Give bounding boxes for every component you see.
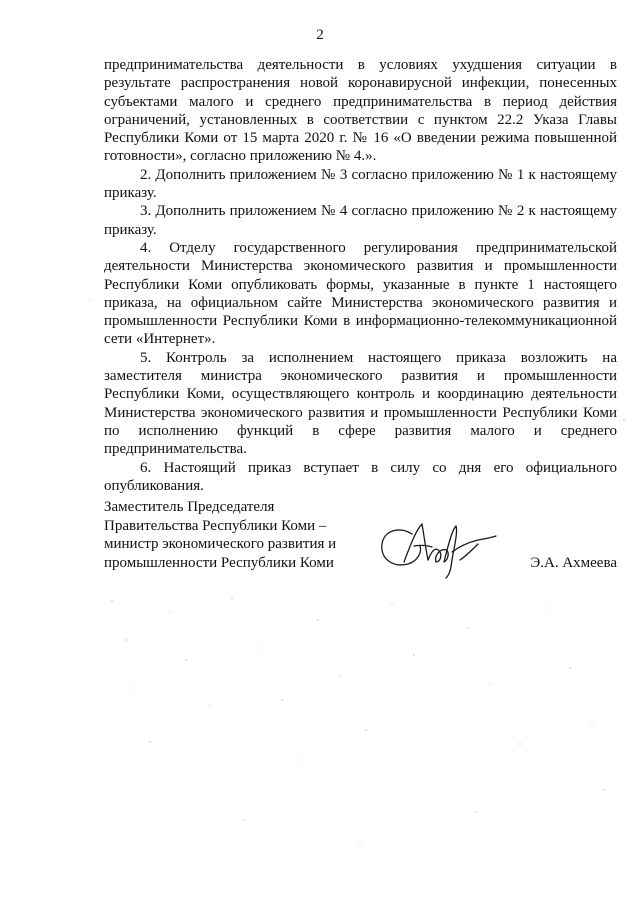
paragraph-6: 6. Настоящий приказ вступает в силу со дня его официального опубликования. (104, 459, 617, 494)
signer-title-line: Правительства Республики Коми – (104, 517, 327, 534)
paragraph-2: 2. Дополнить приложением № 3 согласно приложению № 1 к настоящему приказу. (104, 166, 617, 202)
signature-block (104, 498, 617, 588)
signer-title (104, 498, 364, 572)
signer-name: Э.А. Ахмеева (530, 555, 617, 571)
page-number: 2 (316, 27, 324, 43)
paragraph-4: 4. Отделу государственного регулирования предпринимательской деятельности Министерства экономического развития и промышленности Республики Коми опубликовать формы, указанные в пункте 1 настоящего приказа, на официальном сайте Министерства экономического развития и промышленности Республики Коми в информационно-телекоммуникационной сети «Интернет». (104, 239, 617, 348)
signer-title-line: промышленности Республики Коми (104, 554, 334, 571)
document-body (104, 56, 617, 495)
handwritten-signature-icon (374, 516, 504, 586)
signer-title-line: Заместитель Председателя (104, 499, 275, 515)
paragraph-5: 5. Контроль за исполнением настоящего приказа возложить на заместителя министра экономического развития и промышленности Республики Коми, осуществляющего контроль и координацию деятельности Министерства экономического развития и промышленности Республики Коми по исполнению функций в сфере развития малого и среднего предпринимательства. (104, 349, 617, 458)
paragraph-1-continuation: предпринимательства деятельности в условиях ухудшения ситуации в результате распространения новой коронавирусной инфекции, понесенных субъектами малого и среднего предпринимательства в период действия ограничений, установленных в соответствии с пунктом 22.2 Указа Главы Республики Коми от 15 марта 2020 г. № 16 «О введении режима повышенной готовности», согласно приложению № 4.». (104, 57, 617, 165)
paragraph-3: 3. Дополнить приложением № 4 согласно приложению № 2 к настоящему приказу. (104, 203, 617, 238)
signer-title-line: министр экономического развития и (104, 536, 337, 553)
